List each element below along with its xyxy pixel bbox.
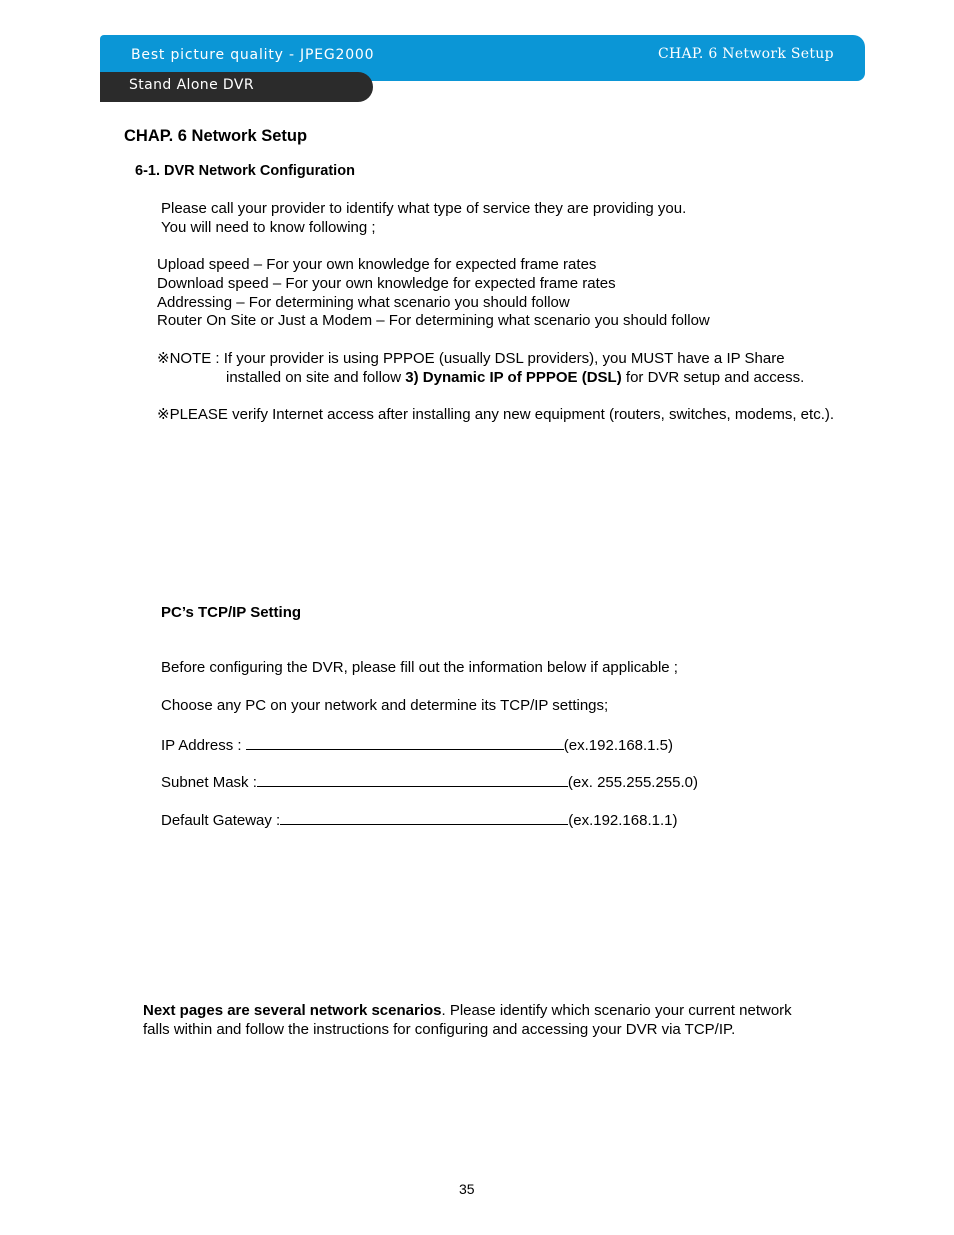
next-pages-line-2: falls within and follow the instructions for configuring and accessing your DVR via TCP/IP. [143,1021,736,1038]
default-gateway-blank [280,809,568,825]
next-pages-rest: . Please identify which scenario your current network [441,1002,792,1019]
please-verify: ※PLEASE verify Internet access after installing any new equipment (routers, switches, modems, etc.). [157,406,835,423]
list-item-download: Download speed – For your own knowledge for expected frame rates [157,275,616,292]
pc-tcpip-heading: PC’s TCP/IP Setting [161,604,302,621]
note-line-1: ※NOTE : If your provider is using PPPOE (usually DSL providers), you MUST have a IP Share [157,350,785,367]
ip-address-label: IP Address : [161,737,246,754]
default-gateway-row [161,809,677,830]
list-item-addressing: Addressing – For determining what scenario you should follow [157,294,570,311]
note-line-2 [226,369,804,387]
page-number: 35 [459,1181,475,1197]
intro-line-2: You will need to know following ; [161,219,376,236]
ip-address-example: (ex.192.168.1.5) [563,737,674,754]
default-gateway-label: Default Gateway : [161,812,281,829]
header-tagline: Best picture quality - JPEG2000 [131,47,375,63]
before-configuring-text: Before configuring the DVR, please fill out the information below if applicable ; [161,659,678,676]
note-text-suffix: for DVR setup and access. [621,369,805,386]
list-item-router: Router On Site or Just a Modem – For determining what scenario you should follow [157,312,710,329]
next-pages-bold: Next pages are several network scenarios [143,1002,442,1019]
subnet-mask-label: Subnet Mask : [161,774,257,791]
chapter-title: CHAP. 6 Network Setup [124,127,308,145]
note-text-prefix: installed on site and follow [226,369,406,386]
list-item-upload: Upload speed – For your own knowledge for expected frame rates [157,256,597,273]
product-label: Stand Alone DVR [129,77,254,93]
subnet-mask-example: (ex. 255.255.255.0) [567,774,698,791]
ip-address-blank [246,734,564,750]
ip-address-row [161,734,673,755]
header-chapter-label: CHAP. 6 Network Setup [658,46,834,62]
choose-pc-text: Choose any PC on your network and determine its TCP/IP settings; [161,697,609,714]
note-link-dynamic-ip: 3) Dynamic IP of PPPOE (DSL) [405,369,622,386]
subnet-mask-row [161,771,698,792]
subnet-mask-blank [257,771,568,787]
intro-line-1: Please call your provider to identify what type of service they are providing you. [161,200,687,217]
default-gateway-example: (ex.192.168.1.1) [568,812,678,829]
section-title: 6-1. DVR Network Configuration [135,163,355,179]
next-pages-line-1 [143,1002,792,1020]
